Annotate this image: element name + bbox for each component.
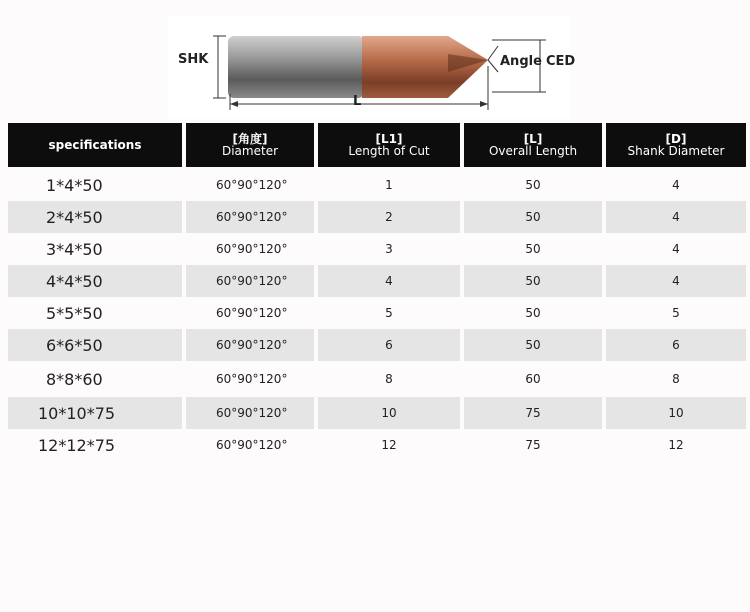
header-length-of-cut xyxy=(318,123,460,167)
shank-body xyxy=(228,36,364,98)
header-label: [D] xyxy=(665,132,687,146)
overall-length-cell: 75 xyxy=(525,438,541,452)
angle-cell: 60°90°120° xyxy=(216,178,288,192)
table-row xyxy=(8,233,746,265)
coated-head xyxy=(362,36,448,98)
spec-cell: 1*4*50 xyxy=(46,175,103,195)
angle-cell: 60°90°120° xyxy=(216,438,288,452)
header-overall-length xyxy=(464,123,602,167)
overall-length-cell: 50 xyxy=(525,306,541,320)
header-shank-diameter xyxy=(606,123,746,167)
ced-label: CED xyxy=(546,54,576,69)
spec-cell: 3*4*50 xyxy=(46,239,103,259)
length-of-cut-cell: 8 xyxy=(385,372,393,386)
overall-length-cell: 50 xyxy=(525,242,541,256)
table-row xyxy=(8,297,746,329)
table-row xyxy=(8,329,746,361)
overall-length-cell: 50 xyxy=(464,265,602,297)
spec-cell: 8*8*60 xyxy=(46,369,103,389)
angle-cell: 60°90°120° xyxy=(186,397,314,429)
angle-cell: 60°90°120° xyxy=(186,329,314,361)
shank-diameter-cell: 12 xyxy=(668,438,684,452)
shank-diameter-cell: 8 xyxy=(672,372,680,386)
shank-diameter-cell: 6 xyxy=(606,329,746,361)
header-row xyxy=(8,123,746,167)
length-of-cut-cell: 3 xyxy=(385,242,393,256)
shank-diameter-cell: 10 xyxy=(606,397,746,429)
overall-length-cell: 50 xyxy=(525,178,541,192)
header-label: [L1] xyxy=(375,132,403,146)
table-row xyxy=(8,169,746,201)
header-sublabel: Overall Length xyxy=(488,144,578,158)
length-of-cut-cell: 6 xyxy=(318,329,460,361)
shank-diameter-cell: 4 xyxy=(672,242,680,256)
header-angle xyxy=(186,123,314,167)
overall-length-cell: 50 xyxy=(464,201,602,233)
shank-diameter-cell: 4 xyxy=(672,178,680,192)
l-label: L xyxy=(353,94,362,109)
header-label: [L] xyxy=(523,132,543,146)
length-of-cut-cell: 4 xyxy=(318,265,460,297)
table-row xyxy=(8,201,746,233)
angle-cell: 60°90°120° xyxy=(186,201,314,233)
table-row xyxy=(8,265,746,297)
angle-cell: 60°90°120° xyxy=(216,372,288,386)
header-specifications xyxy=(8,123,182,167)
table-row xyxy=(8,363,746,395)
angle-cell: 60°90°120° xyxy=(216,242,288,256)
header-sublabel: Shank Diameter xyxy=(627,144,725,158)
length-of-cut-cell: 1 xyxy=(385,178,393,192)
shk-label: SHK xyxy=(178,52,209,67)
length-of-cut-cell: 5 xyxy=(385,306,393,320)
spec-cell: 5*5*50 xyxy=(46,303,103,323)
tool-diagram xyxy=(168,16,576,119)
overall-length-cell: 50 xyxy=(464,329,602,361)
spec-cell: 6*6*50 xyxy=(8,329,182,361)
length-of-cut-cell: 10 xyxy=(318,397,460,429)
table-row xyxy=(8,397,746,429)
table-row xyxy=(8,429,746,461)
spec-cell: 10*10*75 xyxy=(8,397,182,429)
angle-cell: 60°90°120° xyxy=(216,306,288,320)
length-of-cut-cell: 12 xyxy=(381,438,397,452)
spec-cell: 2*4*50 xyxy=(8,201,182,233)
header-label: [角度] xyxy=(232,132,268,146)
overall-length-cell: 75 xyxy=(464,397,602,429)
length-of-cut-cell: 2 xyxy=(318,201,460,233)
header-label: specifications xyxy=(48,138,142,152)
shank-diameter-cell: 4 xyxy=(606,201,746,233)
overall-length-cell: 60 xyxy=(525,372,541,386)
spec-cell: 4*4*50 xyxy=(8,265,182,297)
shank-diameter-cell: 4 xyxy=(606,265,746,297)
header-sublabel: Length of Cut xyxy=(348,144,430,158)
angle-cell: 60°90°120° xyxy=(186,265,314,297)
header-sublabel: Diameter xyxy=(221,144,279,158)
angle-label: Angle xyxy=(500,54,542,69)
shank-diameter-cell: 5 xyxy=(672,306,680,320)
spec-cell: 12*12*75 xyxy=(38,435,116,455)
